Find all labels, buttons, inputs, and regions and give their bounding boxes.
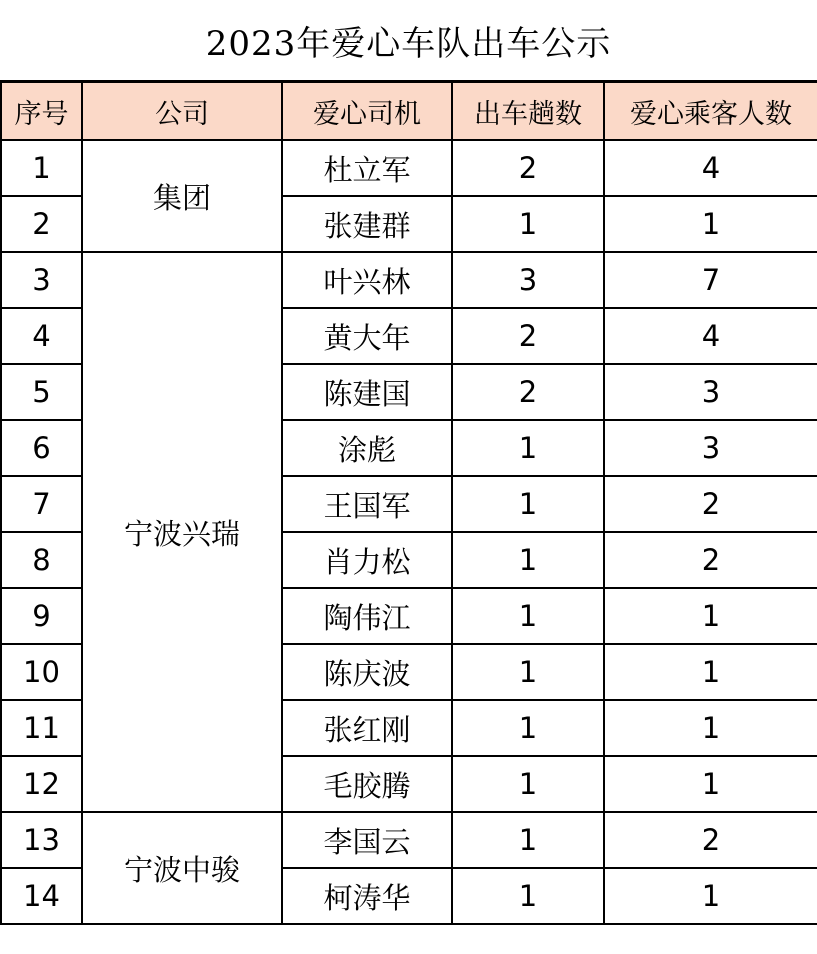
header-index[interactable]: 序号 — [1, 82, 82, 140]
cell-passengers[interactable]: 1 — [604, 588, 817, 644]
cell-driver[interactable]: 陶伟江 — [282, 588, 452, 644]
cell-driver[interactable]: 涂彪 — [282, 420, 452, 476]
cell-index[interactable]: 8 — [1, 532, 82, 588]
cell-trips[interactable]: 3 — [452, 252, 604, 308]
cell-driver[interactable]: 毛胶腾 — [282, 756, 452, 812]
cell-passengers[interactable]: 2 — [604, 532, 817, 588]
cell-index[interactable]: 14 — [1, 868, 82, 924]
cell-index[interactable]: 1 — [1, 140, 82, 196]
roster-table — [0, 81, 817, 925]
roster-body — [1, 140, 817, 924]
cell-trips[interactable]: 1 — [452, 756, 604, 812]
cell-driver[interactable]: 陈庆波 — [282, 644, 452, 700]
cell-passengers[interactable]: 2 — [604, 476, 817, 532]
cell-trips[interactable]: 2 — [452, 308, 604, 364]
cell-trips[interactable]: 2 — [452, 140, 604, 196]
header-row — [1, 82, 817, 140]
header-driver[interactable]: 爱心司机 — [282, 82, 452, 140]
cell-trips[interactable]: 1 — [452, 588, 604, 644]
cell-driver[interactable]: 张红刚 — [282, 700, 452, 756]
cell-index[interactable]: 9 — [1, 588, 82, 644]
cell-passengers[interactable]: 2 — [604, 812, 817, 868]
cell-index[interactable]: 2 — [1, 196, 82, 252]
cell-index[interactable]: 10 — [1, 644, 82, 700]
cell-passengers[interactable]: 3 — [604, 364, 817, 420]
cell-driver[interactable]: 陈建国 — [282, 364, 452, 420]
cell-index[interactable]: 11 — [1, 700, 82, 756]
cell-driver[interactable]: 黄大年 — [282, 308, 452, 364]
cell-passengers[interactable]: 1 — [604, 644, 817, 700]
cell-driver[interactable]: 王国军 — [282, 476, 452, 532]
header-passengers[interactable]: 爱心乘客人数 — [604, 82, 817, 140]
cell-index[interactable]: 7 — [1, 476, 82, 532]
table-row — [1, 812, 817, 868]
cell-index[interactable]: 3 — [1, 252, 82, 308]
cell-trips[interactable]: 1 — [452, 868, 604, 924]
cell-driver[interactable]: 肖力松 — [282, 532, 452, 588]
cell-passengers[interactable]: 1 — [604, 700, 817, 756]
cell-trips[interactable]: 1 — [452, 196, 604, 252]
cell-index[interactable]: 5 — [1, 364, 82, 420]
cell-passengers[interactable]: 4 — [604, 140, 817, 196]
cell-index[interactable]: 6 — [1, 420, 82, 476]
cell-driver[interactable]: 张建群 — [282, 196, 452, 252]
cell-index[interactable]: 12 — [1, 756, 82, 812]
cell-trips[interactable]: 1 — [452, 700, 604, 756]
cell-trips[interactable]: 2 — [452, 364, 604, 420]
cell-trips[interactable]: 1 — [452, 476, 604, 532]
cell-passengers[interactable]: 7 — [604, 252, 817, 308]
cell-passengers[interactable]: 1 — [604, 756, 817, 812]
table-row — [1, 140, 817, 196]
table-row — [1, 252, 817, 308]
cell-driver[interactable]: 柯涛华 — [282, 868, 452, 924]
cell-company[interactable]: 宁波中骏 — [82, 812, 282, 924]
cell-company[interactable]: 宁波兴瑞 — [82, 252, 282, 812]
cell-driver[interactable]: 杜立军 — [282, 140, 452, 196]
cell-passengers[interactable]: 4 — [604, 308, 817, 364]
cell-driver[interactable]: 叶兴林 — [282, 252, 452, 308]
title-cell[interactable] — [0, 0, 817, 82]
page-title: 2023年爱心车队出车公示 — [205, 23, 612, 64]
cell-trips[interactable]: 1 — [452, 812, 604, 868]
cell-index[interactable]: 13 — [1, 812, 82, 868]
cell-trips[interactable]: 1 — [452, 532, 604, 588]
header-trips[interactable]: 出车趟数 — [452, 82, 604, 140]
header-company[interactable]: 公司 — [82, 82, 282, 140]
cell-company[interactable]: 集团 — [82, 140, 282, 252]
cell-passengers[interactable]: 1 — [604, 196, 817, 252]
cell-trips[interactable]: 1 — [452, 420, 604, 476]
cell-index[interactable]: 4 — [1, 308, 82, 364]
cell-passengers[interactable]: 3 — [604, 420, 817, 476]
cell-trips[interactable]: 1 — [452, 644, 604, 700]
cell-passengers[interactable]: 1 — [604, 868, 817, 924]
cell-driver[interactable]: 李国云 — [282, 812, 452, 868]
